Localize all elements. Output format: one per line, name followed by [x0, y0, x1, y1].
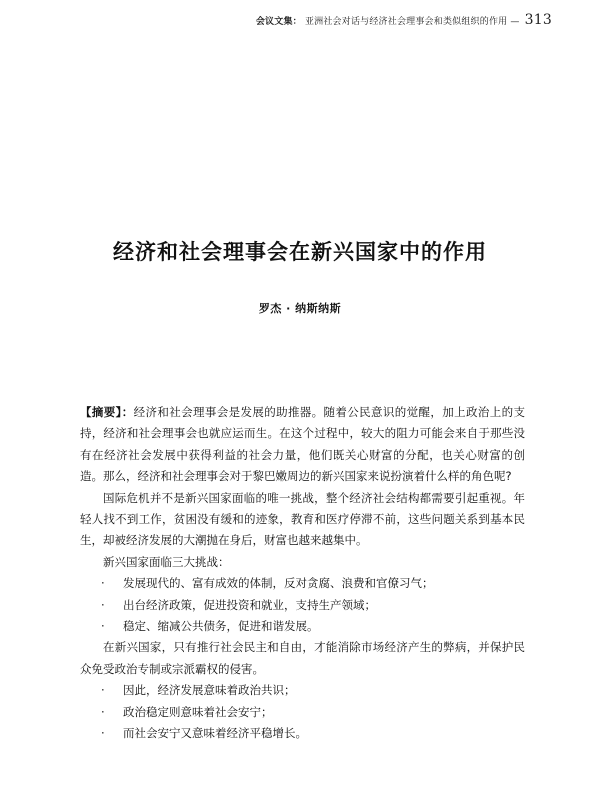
- list-item: [101, 680, 525, 701]
- bullet-icon: ·: [101, 704, 105, 719]
- list-item-text: 发展现代的、富有成效的体制，反对贪腐、浪费和官僚习气；: [123, 576, 434, 591]
- implications-list: [80, 680, 525, 744]
- paragraph-challenges-intro: 新兴国家面临三大挑战：: [103, 554, 230, 569]
- list-item-text: 出台经济政策，促进投资和就业，支持生产领域；: [123, 597, 376, 612]
- list-item: [101, 723, 525, 744]
- bullet-icon: ·: [101, 597, 105, 612]
- running-header: [256, 12, 552, 28]
- abstract-text: 经济和社会理事会是发展的助推器。随着公民意识的觉醒，加上政治上的支持，经济和社会理事会也就应运而生。在这个过程中，较大的阻力可能会来自于那些没有在经济社会发展中获得利益的社会力量，他们既关心财富的分配，也关心财富的创造。那么，经济和社会理事会对于黎巴嫩周边的新兴国家来说扮演着什么样的角色呢?: [80, 405, 525, 484]
- list-item-text: 稳定、缩减公共债务，促进和谐发展。: [123, 619, 319, 634]
- list-item: [101, 616, 525, 637]
- bullet-icon: ·: [101, 726, 105, 741]
- list-item: [101, 595, 525, 616]
- article-body: [80, 402, 525, 745]
- list-item-text: 因此，经济发展意味着政治共识；: [123, 683, 296, 698]
- bullet-icon: ·: [101, 576, 105, 591]
- list-item-text: 政治稳定则意味着社会安宁；: [123, 704, 273, 719]
- header-dash: —: [510, 17, 520, 27]
- challenges-list: [80, 573, 525, 637]
- abstract: [80, 402, 525, 488]
- header-collection-title: 亚洲社会对话与经济社会理事会和类似组织的作用: [304, 17, 508, 27]
- article-title: 经济和社会理事会在新兴国家中的作用: [113, 240, 487, 264]
- list-item: [101, 702, 525, 723]
- header-label: 会议文集：: [255, 17, 302, 27]
- paragraph: 国际危机并不是新兴国家面临的唯一挑战，整个经济社会结构都需要引起重视。年轻人找不到工作，贫困没有缓和的迹象，教育和医疗停滞不前，这些问题关系到基本民生，却被经济发展的大潮抛在身后，财富也越来越集中。: [80, 490, 525, 548]
- list-item: [101, 573, 525, 594]
- bullet-icon: ·: [101, 683, 105, 698]
- paragraph: 在新兴国家，只有推行社会民主和自由，才能消除市场经济产生的弊病，并保护民众免受政治专制或宗派霸权的侵害。: [80, 640, 525, 676]
- list-item-text: 而社会安宁又意味着经济平稳增长。: [123, 726, 307, 741]
- page-number: 313: [524, 12, 552, 28]
- author-name: 罗杰 · 纳斯纳斯: [258, 302, 342, 315]
- abstract-label: 【摘要】：: [80, 405, 134, 419]
- bullet-icon: ·: [101, 619, 105, 634]
